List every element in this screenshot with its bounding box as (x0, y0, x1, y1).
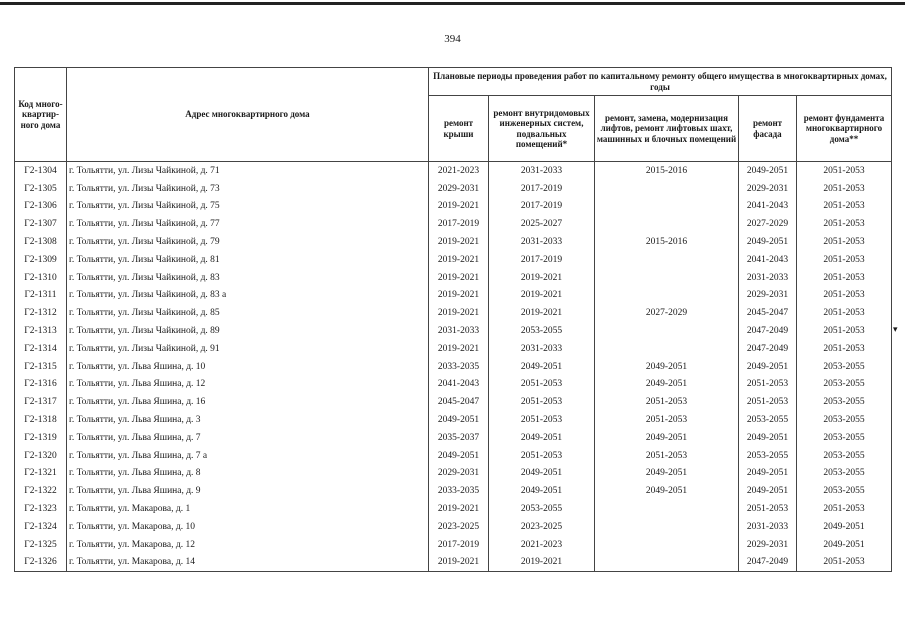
cell-code: Г2-1316 (15, 376, 67, 394)
cell-systems: 2017-2019 (489, 198, 595, 216)
cell-address: г. Тольятти, ул. Льва Яшина, д. 7 а (67, 447, 429, 465)
cell-lifts: 2051-2053 (595, 447, 739, 465)
cell-address: г. Тольятти, ул. Макарова, д. 1 (67, 500, 429, 518)
cell-roof: 2041-2043 (429, 376, 489, 394)
cell-foundation: 2051-2053 (797, 233, 892, 251)
cell-systems: 2017-2019 (489, 180, 595, 198)
cell-lifts (595, 518, 739, 536)
cell-foundation: 2053-2055 (797, 393, 892, 411)
cell-facade: 2029-2031 (739, 536, 797, 554)
cell-facade: 2041-2043 (739, 198, 797, 216)
cell-lifts: 2049-2051 (595, 358, 739, 376)
cell-roof: 2023-2025 (429, 518, 489, 536)
cell-roof: 2031-2033 (429, 322, 489, 340)
cell-code: Г2-1319 (15, 429, 67, 447)
cell-roof: 2019-2021 (429, 304, 489, 322)
cell-lifts: 2049-2051 (595, 429, 739, 447)
table-row (15, 358, 892, 376)
cell-facade: 2031-2033 (739, 269, 797, 287)
margin-mark: ▾ (893, 324, 898, 334)
page-number: 394 (444, 33, 461, 45)
cell-address: г. Тольятти, ул. Лизы Чайкиной, д. 89 (67, 322, 429, 340)
cell-systems: 2049-2051 (489, 482, 595, 500)
cell-address: г. Тольятти, ул. Лизы Чайкиной, д. 81 (67, 251, 429, 269)
table-row (15, 340, 892, 358)
cell-lifts: 2015-2016 (595, 233, 739, 251)
cell-code: Г2-1322 (15, 482, 67, 500)
table-row (15, 536, 892, 554)
cell-code: Г2-1325 (15, 536, 67, 554)
table-row (15, 304, 892, 322)
cell-lifts (595, 536, 739, 554)
cell-systems: 2031-2033 (489, 340, 595, 358)
header-systems: ремонт внутридомовых инженерных систем, подвальных помещений* (489, 96, 595, 162)
cell-facade: 2047-2049 (739, 340, 797, 358)
cell-code: Г2-1320 (15, 447, 67, 465)
cell-foundation: 2051-2053 (797, 287, 892, 305)
table-row (15, 198, 892, 216)
cell-facade: 2053-2055 (739, 447, 797, 465)
cell-facade: 2047-2049 (739, 554, 797, 572)
cell-roof: 2019-2021 (429, 500, 489, 518)
cell-facade: 2051-2053 (739, 500, 797, 518)
cell-lifts: 2051-2053 (595, 393, 739, 411)
cell-facade: 2047-2049 (739, 322, 797, 340)
cell-code: Г2-1324 (15, 518, 67, 536)
table-body (15, 162, 892, 572)
cell-facade: 2049-2051 (739, 233, 797, 251)
table-row (15, 518, 892, 536)
table-row (15, 376, 892, 394)
cell-address: г. Тольятти, ул. Льва Яшина, д. 16 (67, 393, 429, 411)
cell-foundation: 2051-2053 (797, 251, 892, 269)
cell-facade: 2049-2051 (739, 465, 797, 483)
cell-lifts (595, 340, 739, 358)
cell-code: Г2-1321 (15, 465, 67, 483)
cell-address: г. Тольятти, ул. Лизы Чайкиной, д. 71 (67, 162, 429, 180)
cell-foundation: 2051-2053 (797, 215, 892, 233)
cell-facade: 2049-2051 (739, 358, 797, 376)
cell-roof: 2021-2023 (429, 162, 489, 180)
cell-systems: 2025-2027 (489, 215, 595, 233)
cell-address: г. Тольятти, ул. Льва Яшина, д. 8 (67, 465, 429, 483)
cell-address: г. Тольятти, ул. Льва Яшина, д. 9 (67, 482, 429, 500)
cell-lifts (595, 180, 739, 198)
table-row (15, 251, 892, 269)
cell-code: Г2-1310 (15, 269, 67, 287)
cell-foundation: 2049-2051 (797, 518, 892, 536)
cell-lifts (595, 215, 739, 233)
cell-lifts (595, 269, 739, 287)
repair-schedule-table (14, 67, 892, 572)
cell-address: г. Тольятти, ул. Макарова, д. 14 (67, 554, 429, 572)
cell-systems: 2021-2023 (489, 536, 595, 554)
cell-code: Г2-1326 (15, 554, 67, 572)
table-row (15, 233, 892, 251)
cell-systems: 2051-2053 (489, 393, 595, 411)
header-roof: ремонт крыши (429, 96, 489, 162)
cell-facade: 2041-2043 (739, 251, 797, 269)
cell-foundation: 2053-2055 (797, 465, 892, 483)
cell-address: г. Тольятти, ул. Макарова, д. 10 (67, 518, 429, 536)
cell-lifts: 2051-2053 (595, 411, 739, 429)
cell-systems: 2051-2053 (489, 447, 595, 465)
table-row (15, 411, 892, 429)
cell-address: г. Тольятти, ул. Лизы Чайкиной, д. 83 а (67, 287, 429, 305)
cell-facade: 2051-2053 (739, 376, 797, 394)
cell-address: г. Тольятти, ул. Лизы Чайкиной, д. 83 (67, 269, 429, 287)
cell-lifts: 2049-2051 (595, 482, 739, 500)
cell-foundation: 2051-2053 (797, 554, 892, 572)
cell-lifts (595, 554, 739, 572)
cell-lifts (595, 500, 739, 518)
cell-address: г. Тольятти, ул. Лизы Чайкиной, д. 91 (67, 340, 429, 358)
cell-code: Г2-1312 (15, 304, 67, 322)
cell-code: Г2-1317 (15, 393, 67, 411)
cell-systems: 2019-2021 (489, 554, 595, 572)
cell-systems: 2019-2021 (489, 287, 595, 305)
cell-foundation: 2051-2053 (797, 304, 892, 322)
cell-roof: 2019-2021 (429, 233, 489, 251)
cell-systems: 2051-2053 (489, 411, 595, 429)
cell-systems: 2031-2033 (489, 233, 595, 251)
cell-foundation: 2051-2053 (797, 198, 892, 216)
table-row (15, 500, 892, 518)
cell-lifts: 2027-2029 (595, 304, 739, 322)
cell-lifts (595, 198, 739, 216)
cell-code: Г2-1305 (15, 180, 67, 198)
table-row (15, 447, 892, 465)
cell-systems: 2019-2021 (489, 304, 595, 322)
cell-systems: 2019-2021 (489, 269, 595, 287)
cell-foundation: 2051-2053 (797, 322, 892, 340)
cell-address: г. Тольятти, ул. Лизы Чайкиной, д. 75 (67, 198, 429, 216)
cell-facade: 2049-2051 (739, 429, 797, 447)
cell-code: Г2-1314 (15, 340, 67, 358)
cell-address: г. Тольятти, ул. Лизы Чайкиной, д. 79 (67, 233, 429, 251)
header-lifts: ремонт, замена, модернизация лифтов, ремонт лифтовых шахт, машинных и блочных помещений (595, 96, 739, 162)
table-row (15, 322, 892, 340)
cell-roof: 2019-2021 (429, 287, 489, 305)
cell-roof: 2049-2051 (429, 447, 489, 465)
cell-address: г. Тольятти, ул. Льва Яшина, д. 12 (67, 376, 429, 394)
cell-lifts: 2049-2051 (595, 376, 739, 394)
cell-roof: 2019-2021 (429, 269, 489, 287)
cell-foundation: 2053-2055 (797, 358, 892, 376)
cell-foundation: 2051-2053 (797, 180, 892, 198)
cell-address: г. Тольятти, ул. Лизы Чайкиной, д. 77 (67, 215, 429, 233)
cell-roof: 2035-2037 (429, 429, 489, 447)
cell-code: Г2-1313 (15, 322, 67, 340)
cell-address: г. Тольятти, ул. Лизы Чайкиной, д. 85 (67, 304, 429, 322)
cell-facade: 2053-2055 (739, 411, 797, 429)
cell-systems: 2049-2051 (489, 465, 595, 483)
cell-foundation: 2053-2055 (797, 376, 892, 394)
cell-facade: 2029-2031 (739, 287, 797, 305)
cell-roof: 2019-2021 (429, 198, 489, 216)
cell-code: Г2-1309 (15, 251, 67, 269)
cell-address: г. Тольятти, ул. Льва Яшина, д. 10 (67, 358, 429, 376)
cell-foundation: 2053-2055 (797, 447, 892, 465)
cell-code: Г2-1323 (15, 500, 67, 518)
cell-systems: 2053-2055 (489, 322, 595, 340)
top-rule (0, 2, 905, 5)
cell-foundation: 2053-2055 (797, 429, 892, 447)
cell-systems: 2031-2033 (489, 162, 595, 180)
header-foundation: ремонт фундамента многоквартирного дома** (797, 96, 892, 162)
cell-lifts (595, 287, 739, 305)
cell-facade: 2027-2029 (739, 215, 797, 233)
cell-roof: 2029-2031 (429, 180, 489, 198)
cell-address: г. Тольятти, ул. Льва Яшина, д. 7 (67, 429, 429, 447)
cell-roof: 2049-2051 (429, 411, 489, 429)
cell-code: Г2-1304 (15, 162, 67, 180)
cell-foundation: 2053-2055 (797, 411, 892, 429)
cell-code: Г2-1315 (15, 358, 67, 376)
cell-roof: 2029-2031 (429, 465, 489, 483)
table-row (15, 482, 892, 500)
header-facade: ремонт фасада (739, 96, 797, 162)
cell-systems: 2051-2053 (489, 376, 595, 394)
cell-roof: 2045-2047 (429, 393, 489, 411)
cell-roof: 2017-2019 (429, 215, 489, 233)
cell-foundation: 2051-2053 (797, 340, 892, 358)
cell-code: Г2-1306 (15, 198, 67, 216)
header-group: Плановые периоды проведения работ по капитальному ремонту общего имущества в многоквартирных домах, годы (429, 68, 892, 96)
cell-systems: 2049-2051 (489, 358, 595, 376)
cell-facade: 2029-2031 (739, 180, 797, 198)
cell-lifts (595, 322, 739, 340)
cell-foundation: 2051-2053 (797, 269, 892, 287)
header-address: Адрес многоквартирного дома (67, 68, 429, 162)
cell-roof: 2033-2035 (429, 358, 489, 376)
header-code: Код много-квартир-ного дома (15, 68, 67, 162)
cell-systems: 2023-2025 (489, 518, 595, 536)
cell-roof: 2019-2021 (429, 340, 489, 358)
cell-facade: 2031-2033 (739, 518, 797, 536)
cell-roof: 2033-2035 (429, 482, 489, 500)
table-row (15, 162, 892, 180)
cell-foundation: 2051-2053 (797, 500, 892, 518)
cell-address: г. Тольятти, ул. Лизы Чайкиной, д. 73 (67, 180, 429, 198)
cell-foundation: 2053-2055 (797, 482, 892, 500)
table-row (15, 215, 892, 233)
cell-address: г. Тольятти, ул. Макарова, д. 12 (67, 536, 429, 554)
cell-roof: 2017-2019 (429, 536, 489, 554)
table-row (15, 393, 892, 411)
cell-systems: 2049-2051 (489, 429, 595, 447)
cell-code: Г2-1318 (15, 411, 67, 429)
cell-lifts: 2049-2051 (595, 465, 739, 483)
table-row (15, 465, 892, 483)
table-row (15, 180, 892, 198)
cell-code: Г2-1311 (15, 287, 67, 305)
cell-lifts (595, 251, 739, 269)
table-row (15, 269, 892, 287)
table-row (15, 554, 892, 572)
cell-systems: 2053-2055 (489, 500, 595, 518)
cell-facade: 2051-2053 (739, 393, 797, 411)
cell-facade: 2045-2047 (739, 304, 797, 322)
table-row (15, 429, 892, 447)
cell-code: Г2-1308 (15, 233, 67, 251)
cell-systems: 2017-2019 (489, 251, 595, 269)
cell-facade: 2049-2051 (739, 162, 797, 180)
cell-lifts: 2015-2016 (595, 162, 739, 180)
cell-facade: 2049-2051 (739, 482, 797, 500)
cell-address: г. Тольятти, ул. Льва Яшина, д. 3 (67, 411, 429, 429)
cell-roof: 2019-2021 (429, 554, 489, 572)
cell-foundation: 2049-2051 (797, 536, 892, 554)
cell-foundation: 2051-2053 (797, 162, 892, 180)
table-row (15, 287, 892, 305)
cell-roof: 2019-2021 (429, 251, 489, 269)
cell-code: Г2-1307 (15, 215, 67, 233)
